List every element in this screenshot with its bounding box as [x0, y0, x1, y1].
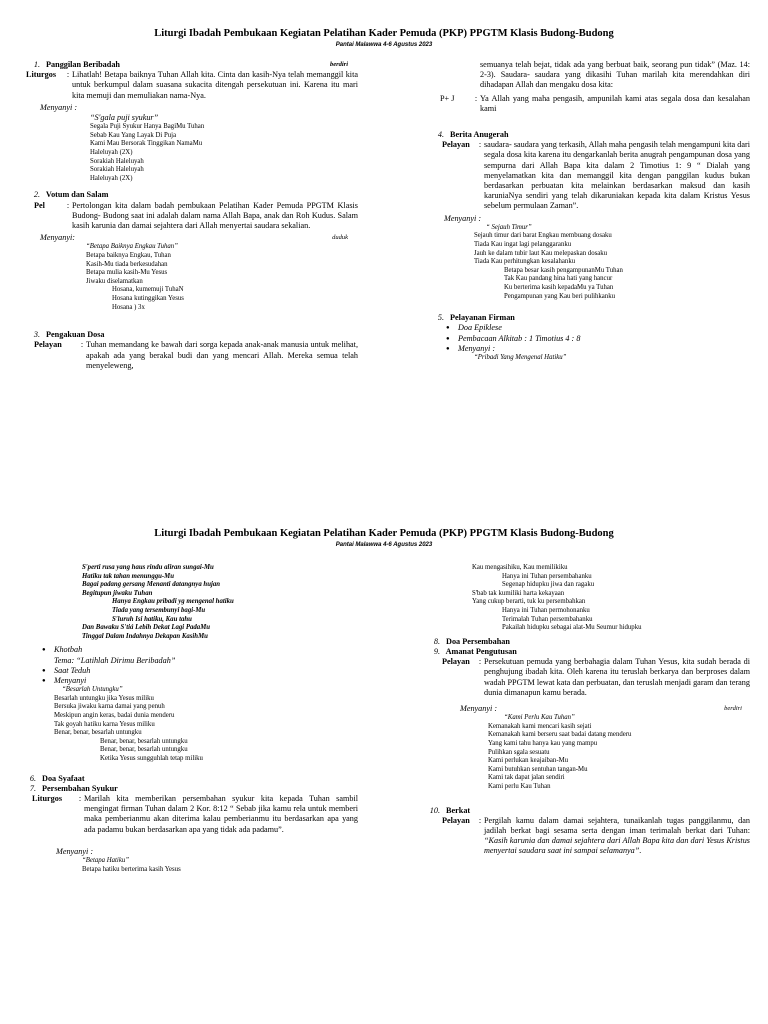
- song-lines-indented: [82, 598, 358, 624]
- section-heading: Berita Anugerah: [450, 130, 509, 140]
- song-title: “Pribadi Yang Mengenal Hatiku”: [474, 354, 567, 361]
- song-line: Tiada Kau ingat lagi pelanggaranku: [474, 241, 572, 249]
- role-text: Ya Allah yang maha pengasih, ampunilah kami atas segala dosa dan kesalahan kami: [480, 93, 750, 113]
- bullet-item: ● Doa Epiklese: [444, 323, 750, 333]
- song-block: [424, 224, 750, 301]
- liturgos-block: Liturgos : Marilah kita memberikan persembahan syukur kita kepada Tuhan sambil mengingat firman Tuhan dalam 2 Kor. 8:12 “ Sebab jika kamu rela untuk memberi maka pemberianmu akan diterima kalau pemberianmu itu berdasarkan apa yang ada padamu bukan berdasarkan apa yang tidak ada padamu”.: [32, 793, 358, 834]
- section-heading: Votum dan Salam: [45, 190, 109, 200]
- song-lines: [474, 232, 750, 266]
- page-2: [0, 500, 768, 1024]
- song-line: Bagai padang gersang Menanti datangnya hujan: [82, 581, 221, 589]
- posture-note: berdiri: [724, 704, 742, 712]
- song-continued: [420, 564, 750, 633]
- song-line: Tak goyah hatiku karna Yesus miliku: [54, 720, 155, 728]
- page-title: Liturgi Ibadah Pembukaan Kegiatan Pelatihan Kader Pemuda (PKP) PPGTM Klasis Budong-Budong: [154, 28, 614, 39]
- page-subtitle: Pantai Malawwa 4-6 Agustus 2023: [335, 542, 433, 548]
- song-line: Ketika Yesus sungguhlah tetap miliku: [100, 754, 203, 762]
- pelayan-block: Pel : Pertolongan kita dalam badah pembukaan Pelatihan Kader Pemuda PPGTM Klasis Budong- Budong saat ini adalah dalam nama Allah Bapa, anak dan Roh Kudus. Salam kasih karunia dan damai sejahtera dari Allah menyertai saudara sekalian.: [34, 200, 358, 230]
- song-lines: [86, 252, 358, 286]
- page-subtitle: Pantai Malawwa 4-6 Agustus 2023: [335, 42, 433, 48]
- song-line: S'bab tak kumiliki harta kekayaan: [472, 589, 565, 597]
- song-line: Pulihkan sgala sesuatu: [488, 748, 550, 756]
- menyanyi-label: Menyanyi:: [40, 233, 76, 243]
- song-line: Yang cukup berarti, tuk ku persembahkan: [472, 598, 586, 606]
- section-heading: Pelayanan Firman: [450, 313, 515, 323]
- song-line: Sebab Kau Yang Layak Di Puja: [90, 131, 177, 139]
- p1-left-column: [20, 60, 358, 371]
- song-lines-indented: [474, 267, 750, 301]
- continued-text: semuanya telah bejat, tidak ada yang berbuat baik, seorang pun tidak” (Maz. 14: 2-3). Saudara- saudara yang dikasihi Tuhan marilah kita merendahkan diri dihadapan Allah dan mengaku dosa kita:: [480, 60, 750, 90]
- song-title: “ Sejauh Timur”: [486, 223, 532, 231]
- song-line: Tak Kau pandang hina hati yang hancur: [504, 275, 613, 283]
- song-lines: [488, 723, 750, 792]
- role-label: Liturgos: [26, 70, 57, 80]
- song-title: “Kami Perlu Kau Tuhan”: [504, 714, 575, 722]
- role-label: P+ J: [440, 93, 455, 103]
- song-line: Betapa hatiku berterima kasih Yesus: [82, 865, 181, 873]
- song-line: Kami perlu Kau Tuhan: [488, 782, 551, 790]
- blessing-text: Pergilah kamu dalam damai sejahtera, tunaikanlah tugas panggilanmu, dan jadilah berkat bagi sesama serta dengan iman terimalah berkat dari Tuhan:: [484, 815, 750, 835]
- song-line: Ku berterima kasih kepadaMu ya Tuhan: [504, 284, 614, 291]
- role-label: Pelayan: [34, 340, 62, 350]
- song-line: Tinggal Dalam Indahnya Dekapan KasihMu: [82, 632, 208, 640]
- role-text: [484, 816, 750, 857]
- section-number: 9.: [433, 646, 440, 656]
- bullet-list: [424, 323, 750, 362]
- song-continued: [32, 564, 358, 641]
- song-line: Dan Bawaku S'tiá Lebih Dekat Lagi PadaMu: [82, 624, 211, 632]
- page-1: [0, 0, 768, 500]
- song-line: Hatiku tak tahan menunggu-Mu: [82, 572, 174, 580]
- section-heading: Berkat: [446, 805, 471, 815]
- section-heading: Persembahan Syukur: [42, 783, 118, 793]
- song-line: Benar, benar, besarlah untungku: [100, 746, 188, 754]
- bullet-item: ● Khotbah: [40, 645, 358, 655]
- song-line: Haleluyah (2X): [90, 149, 133, 156]
- song-lines: [90, 123, 358, 183]
- p2-left-column: [29, 564, 358, 874]
- song-line: Betapa mulia kasih-Mu Yesus: [86, 269, 168, 277]
- song-line: Kemanakah kami mencari kasih sejati: [488, 722, 592, 730]
- song-line: Kami butuhkan sentuhan tangan-Mu: [488, 765, 588, 773]
- song-line: Sorakiah Haleluyah: [90, 166, 144, 174]
- song-line: Haleluyah (2X): [90, 174, 133, 182]
- song-line: Hanya Engkau pribadi yg mengenal hatiku: [112, 598, 234, 606]
- song-lines-indented: [86, 286, 358, 312]
- song-lines: [472, 564, 750, 573]
- role-text: Pertolongan kita dalam badah pembukaan Pelatihan Kader Pemuda PPGTM Klasis Budong- Budong saat ini adalah dalam nama Allah Bapa, anak dan Roh Kudus. Salam kasih karunia dan damai sejahtera dari Allah menyertai saudara sekalian.: [72, 200, 358, 230]
- role-text: Persekutuan pemuda yang berbahagia dalam Tuhan Yesus, kita sudah berada di penghujung ibadah kita. Oleh karena itu teruslah berkarya dan berproses dalam wadah PPGTM lewat kata dan perbuatan, dan teruslah menjadi garam dan terang dunia dimanapun kamu berada.: [484, 657, 750, 697]
- role-label: Liturgos: [32, 793, 63, 803]
- role-text: Lihatlah! Betapa baiknya Tuhan Allah kita. Cinta dan kasih-Nya telah memanggil kita untuk berkumpul dalam suasana sukacita ditengah persekutuan ini. Karena itu mari kita memuji dan memuliakan nama-Nya.: [72, 70, 358, 100]
- song-line: Sorakiah Haleluyah: [90, 157, 144, 165]
- song-line: S'luruh Isi hatiku, Kau tahu: [112, 615, 192, 623]
- song-line: Kasih-Mu tiada berkesudahan: [86, 260, 168, 268]
- pelayan-block: Pelayan : Pergilah kamu dalam damai sejahtera, tunaikanlah tugas panggilanmu, dan jadilah berkat bagi sesama serta dengan iman terimalah berkat dari Tuhan: “Kasih karunia dan damai sejahtera dari Allah Bapa kita dan dari Yesus Kristus menyertai saudara saat ini sampai selamanya”.: [442, 815, 750, 856]
- section-number: 10.: [429, 805, 440, 815]
- role-text: saudara- saudara yang terkasih, Allah maha pengasih telah mengampuni kita dari segala dosa kita karena itu dengarkanlah berita anugrah pengampunan dosa yang sempurna dari Allah Bapa kita dalam 2 Timotius 1: 9 “ Dialah yang menyelamatkan kita dan memanggil kita dengan panggilan kudus bukan berdasarkan perbuatan kita melainkan berdasarkan maksud dan kasih karuniaNya sendiri yang telah dikaruniakan kepada kita dalam Kristus Yesus sebelum permulaan Zaman”.: [484, 140, 750, 211]
- song-line: Jauh ke dalam tubir laut Kau melepaskan dosaku: [474, 249, 608, 257]
- song-line: Segenap hidupku jiwa dan ragaku: [502, 581, 595, 589]
- song-line: Jiwaku diselamatkan: [86, 277, 143, 285]
- song-line: Kau mengasihiku, Kau memilikiku: [472, 564, 568, 571]
- section-number: 6.: [29, 773, 36, 783]
- section-number: 3.: [33, 330, 40, 340]
- menyanyi-label: Menyanyi :: [56, 846, 94, 856]
- song-lines: [40, 695, 358, 738]
- menyanyi-label: Menyanyi :: [444, 213, 482, 223]
- song-line: Bersuka jiwaku karna damai yang penuh: [54, 703, 165, 711]
- section-number: 8.: [433, 636, 440, 646]
- song-line: Tiada yang tersembunyi bagi-Mu: [112, 606, 206, 614]
- sermon-theme: Tema: “Latihlah Dirimu Beribadah”: [54, 655, 176, 665]
- pelayan-block: Pelayan : Persekutuan pemuda yang berbahagia dalam Tuhan Yesus, kita sudah berada di penghujung ibadah kita. Oleh karena itu teruslah berkarya dan berproses dalam wadah PPGTM lewat kata dan perbuatan, dan teruslah menjadi garam dan terang dunia dimanapun kamu berada.: [442, 657, 750, 697]
- song-line: Hanya ini Tuhan persembahanku: [502, 572, 592, 580]
- pelayan-block: Pelayan : saudara- saudara yang terkasih, Allah maha pengasih telah mengampuni kita dari segala dosa kita karena itu dengarkanlah berita anugrah pengampunan dosa yang sempurna dari Allah Bapa kita dalam 2 Timotius 1: 9 “ Dialah yang menyelamatkan kita dan memanggil kita dengan panggilan kudus bukan berdasarkan perbuatan kita melainkan berdasarkan maksud dan kasih karuniaNya sendiri yang telah dikaruniakan kepada kita dalam Kristus Yesus sebelum permulaan Zaman”.: [442, 140, 750, 211]
- song-lines: [472, 590, 750, 607]
- role-label: Pelayan: [442, 140, 470, 150]
- song-line: Tiada Kau perhitungkan kesalahanku: [474, 258, 576, 266]
- song-line: Benar, benar, besarlah untungku: [100, 737, 188, 745]
- section-number: 5.: [437, 313, 444, 323]
- song-title: “Besarlah Untungku”: [62, 686, 123, 694]
- role-text: Marilah kita memberikan persembahan syukur kita kepada Tuhan sambil mengingat firman Tuhan dalam 2 Kor. 8:12 “ Sebab jika kamu rela untuk memberi maka pemberianmu akan diterima kalau pemberianmu itu berdasarkan apa yang ada padamu bukan berdasarkan apa yang tidak ada padamu”.: [84, 793, 358, 834]
- role-label: Pelayan: [442, 657, 470, 667]
- section-number: 4.: [437, 130, 444, 140]
- posture-note: duduk: [332, 234, 348, 242]
- song-line: Kami Mau Bersorak Tinggikan NamaMu: [90, 140, 203, 148]
- role-text: Tuhan memandang ke bawah dari sorga kepada anak-anak manusia untuk melihat, apakah ada yang berakal budi dan yang mencari Allah. Mereka semua telah menyeleweng,: [86, 340, 358, 370]
- song-block: [420, 714, 750, 791]
- song-line: Pengampunan yang Kau beri pulihkanku: [504, 292, 615, 300]
- section-number: 2.: [33, 190, 40, 200]
- song-line: Sejauh timur dari barat Engkau membuang dosaku: [474, 232, 612, 240]
- song-lines-indented: [472, 607, 750, 633]
- song-line: Yang kami tahu hanya kau yang mampu: [488, 739, 598, 747]
- bullet-list: [32, 645, 358, 763]
- pelayan-block: Pelayan : Tuhan memandang ke bawah dari sorga kepada anak-anak manusia untuk melihat, apakah ada yang berakal budi dan yang mencari Allah. Mereka semua telah menyeleweng,: [34, 340, 358, 370]
- bullet-item: ● Menyanyi :: [444, 344, 750, 354]
- section-heading: Amanat Pengutusan: [445, 646, 517, 656]
- section-heading: Doa Persembahan: [446, 636, 510, 646]
- blessing-quote: “Kasih karunia dan damai sejahtera dari Allah Bapa kita dan dari Yesus Kristus menyertai saudara saat ini sampai selamanya”.: [484, 836, 750, 856]
- bullet-item: ● Saat Teduh: [40, 666, 358, 676]
- song-line: Kemanakah kami berseru saat badai datang menderu: [488, 731, 632, 739]
- song-line: Terimalah Tuhan persembahanku: [502, 615, 593, 623]
- liturgos-block: Liturgos : Lihatlah! Betapa baiknya Tuhan Allah kita. Cinta dan kasih-Nya telah memanggil kita untuk berkumpul dalam suasana sukacita ditengah persekutuan ini. Karena itu mari kita memuji dan memuliakan nama-Nya.: [26, 70, 358, 100]
- page-title: Liturgi Ibadah Pembukaan Kegiatan Pelatihan Kader Pemuda (PKP) PPGTM Klasis Budong-Budong: [154, 528, 614, 539]
- song-line: Hosana ) 3x: [112, 303, 145, 311]
- song-line: Begitupun jiwaku Tuhan: [82, 589, 153, 597]
- song-title: “S'gala puji syukur”: [90, 113, 159, 123]
- section-heading: Pengakuan Dosa: [46, 330, 105, 340]
- song-title: “Betapa Hatiku”: [82, 856, 130, 864]
- section-heading: Panggilan Beribadah: [46, 60, 120, 69]
- bullet-item: ● Pembacaan Alkitab : 1 Timotius 4 : 8: [444, 334, 750, 344]
- song-lines: [82, 564, 358, 598]
- song-block: [20, 243, 358, 312]
- section-number: 7.: [29, 783, 36, 793]
- song-lines: [82, 624, 358, 641]
- response-block: P+ J : Ya Allah yang maha pengasih, ampunilah kami atas segala dosa dan kesalahan kami: [440, 93, 750, 113]
- song-lines-indented: [472, 573, 750, 590]
- p2-right-column: [420, 564, 750, 857]
- role-label: Pelayan: [442, 815, 470, 825]
- bullet-item: ● Menyanyi: [40, 676, 358, 686]
- p1-right-column: [424, 60, 750, 363]
- song-line: Segala Puji Syukur Hanya BagiMu Tuhan: [90, 123, 205, 131]
- song-line: Meskipun angin keras, badai dunia menderu: [54, 711, 175, 719]
- song-title: “Betapa Baiknya Engkau Tuhan”: [86, 243, 178, 251]
- song-lines-indented: [40, 738, 358, 764]
- section-number: 1.: [33, 60, 40, 69]
- song-line: Hosana, kumemuji TuhaN: [112, 286, 184, 294]
- song-line: Betapa baiknya Engkau, Tuhan: [86, 251, 171, 259]
- song-line: Pakailah hidupku sebagai alat-Mu Seumur hidupku: [502, 624, 642, 632]
- role-label: Pel: [34, 200, 45, 210]
- song-block: [20, 113, 358, 183]
- song-line: Kami tak dapat jalan sendiri: [488, 774, 565, 782]
- song-line: S'perti rusa yang haus rindu aliran sungai-Mu: [82, 564, 214, 571]
- song-line: Hanya ini Tuhan permohonanku: [502, 606, 590, 614]
- song-line: Kami perlukan keajaiban-Mu: [488, 757, 569, 765]
- song-line: Besarlah untungku jika Yesus miliku: [54, 694, 154, 702]
- menyanyi-label: Menyanyi :: [460, 703, 498, 713]
- song-line: Benar, benar, besarlah untungku: [54, 729, 142, 737]
- menyanyi-label: Menyanyi :: [40, 102, 78, 112]
- song-line: Betapa besar kasih pengampunanMu Tuhan: [504, 266, 623, 274]
- song-line: Hosana kutinggikan Yesus: [112, 294, 184, 302]
- posture-note: berdiri: [329, 61, 348, 68]
- section-heading: Doa Syafaat: [42, 773, 85, 783]
